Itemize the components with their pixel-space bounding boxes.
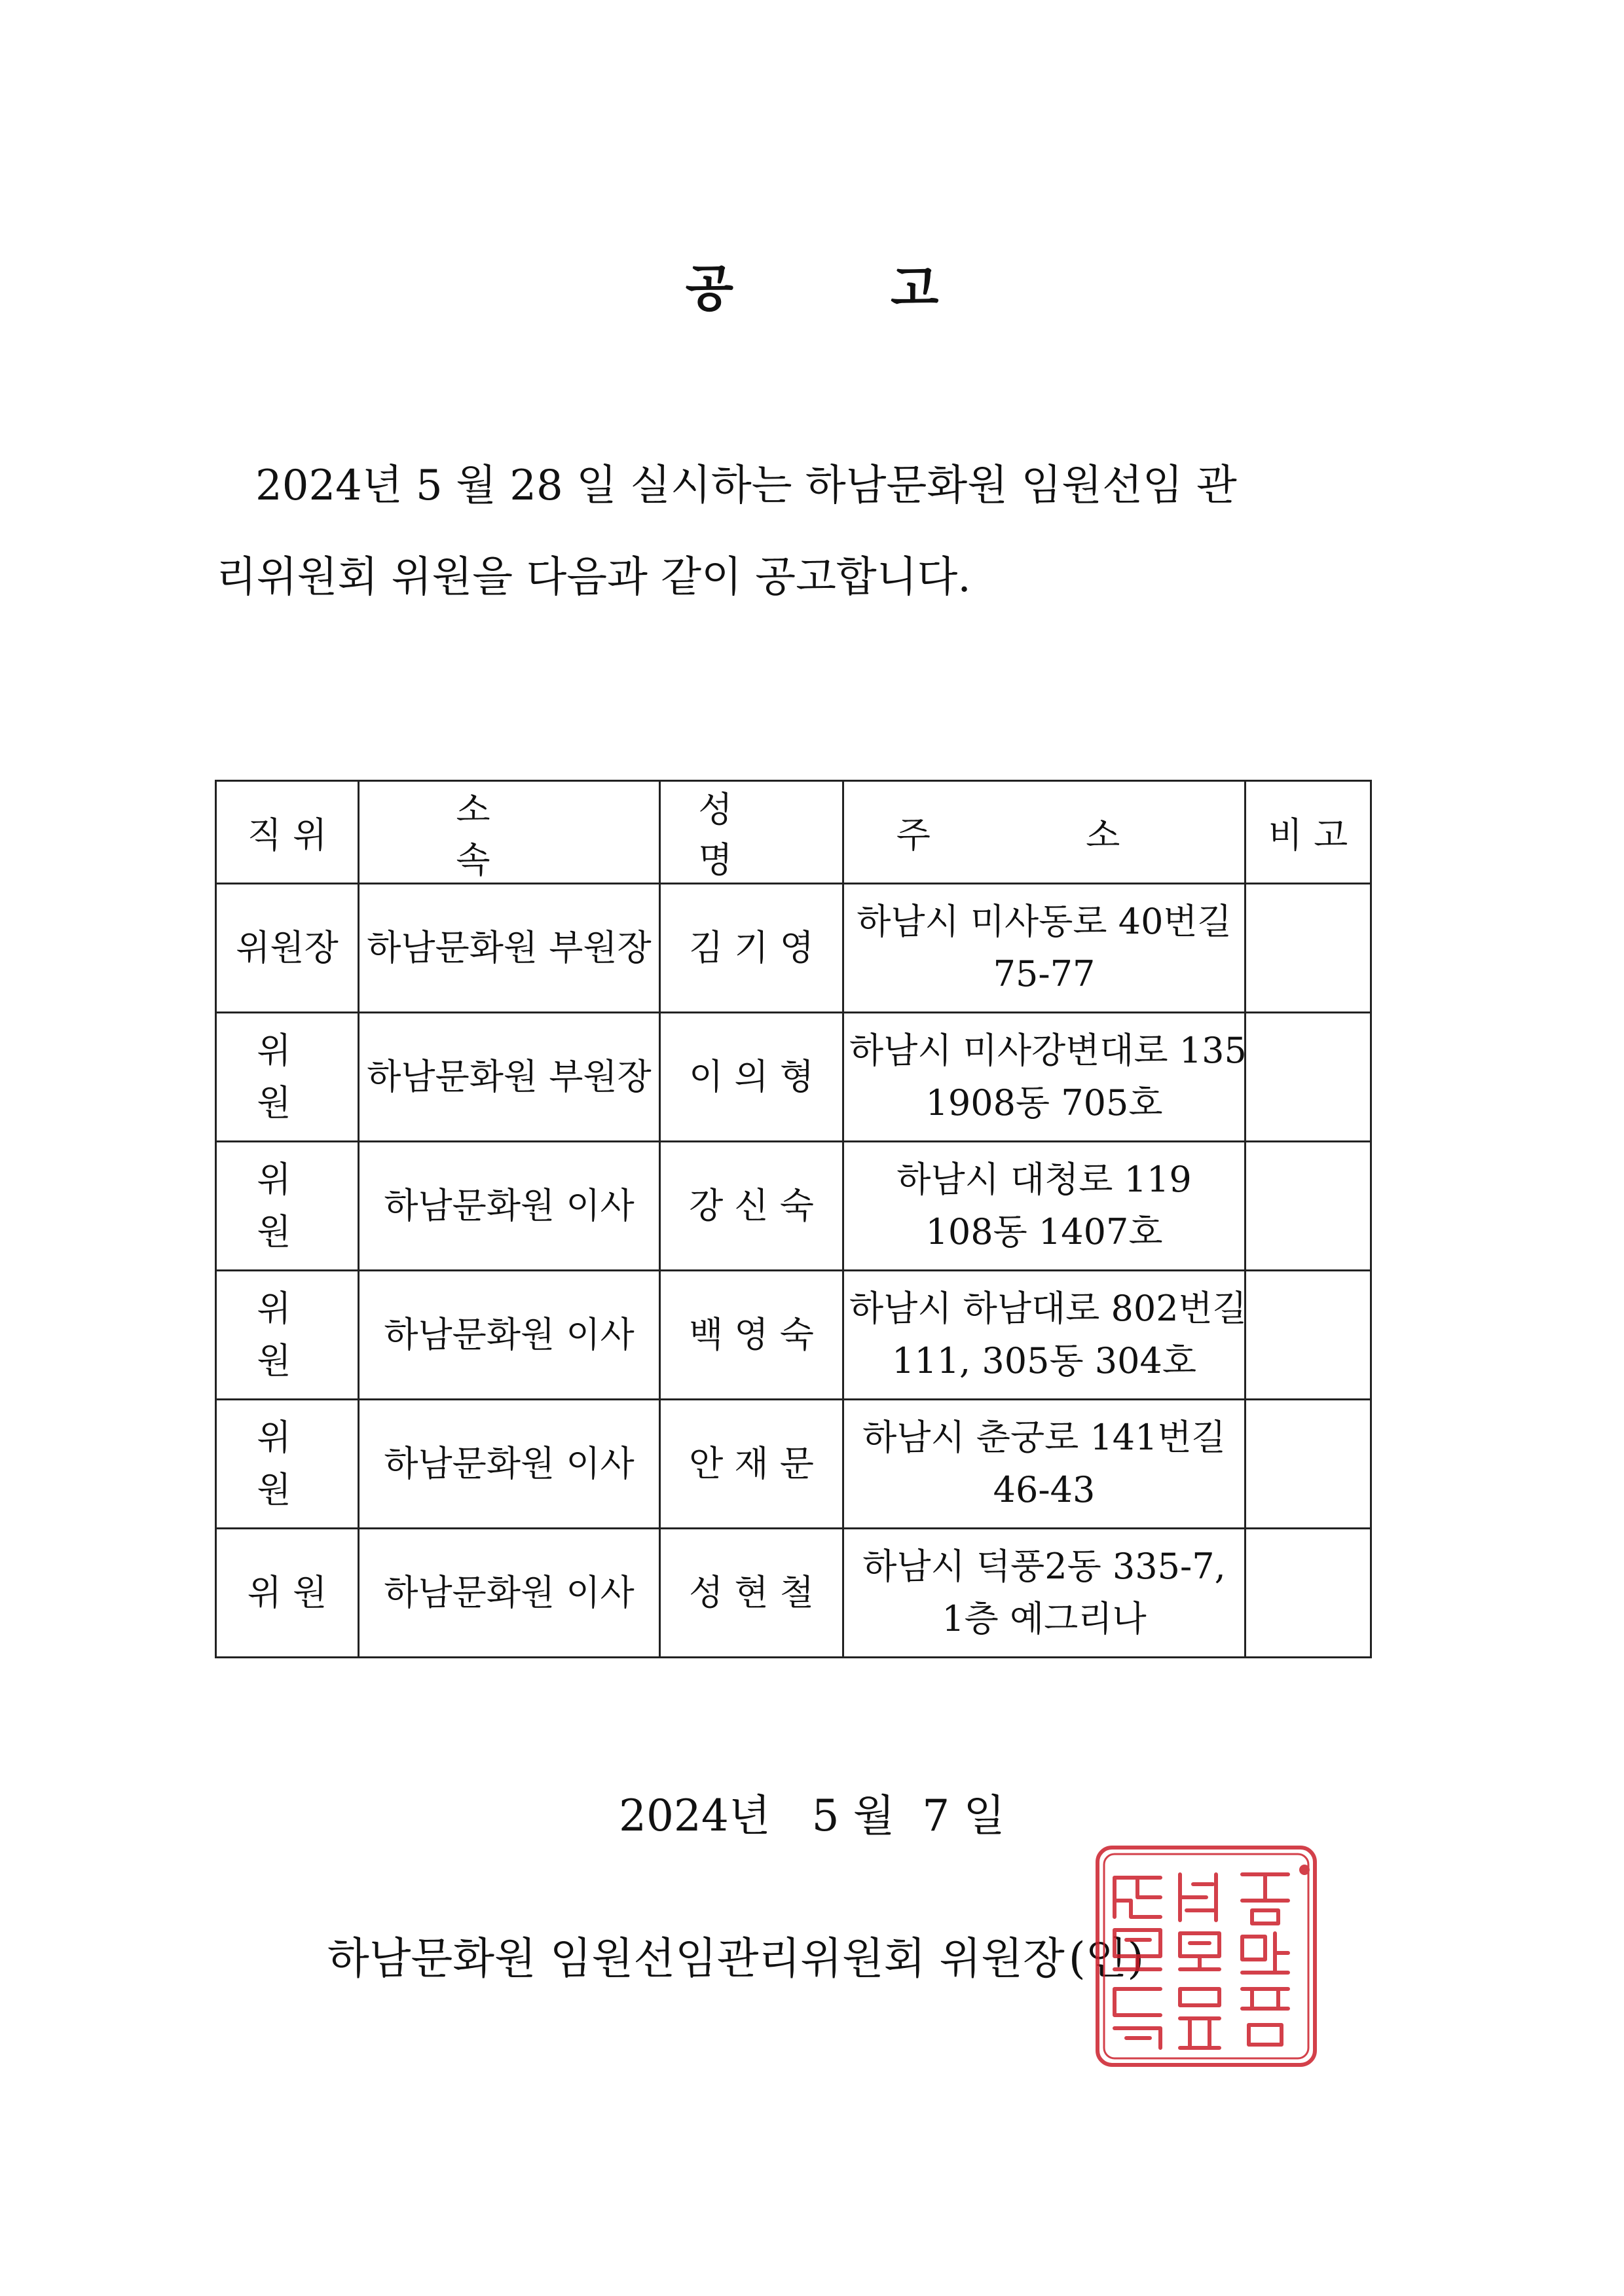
header-affiliation: 소 속	[359, 781, 660, 884]
cell-name: 이 의 형	[660, 1013, 843, 1142]
address-line: 1층 예그리나	[942, 1598, 1147, 1639]
official-seal-stamp	[1088, 1838, 1324, 2074]
table-row	[216, 1142, 1371, 1271]
cell-position: 위 원	[216, 1400, 359, 1529]
cell-address	[843, 1529, 1246, 1658]
header-position: 직 위	[216, 781, 359, 884]
cell-position: 위원장	[216, 884, 359, 1013]
cell-address	[843, 884, 1246, 1013]
cell-remark	[1246, 1271, 1371, 1400]
notice-date: 2024년 5 월 7 일	[618, 1791, 1006, 1841]
signatory-line	[327, 1923, 1144, 1986]
notice-intro	[216, 440, 1395, 623]
cell-address	[843, 1400, 1246, 1529]
cell-affiliation: 하남문화원 이사	[359, 1529, 660, 1658]
cell-remark	[1246, 884, 1371, 1013]
notice-title	[0, 249, 1624, 320]
table-header-row	[216, 781, 1371, 884]
intro-line-2: 리위원회 위원을 다음과 같이 공고합니다.	[216, 553, 971, 602]
cell-position: 위 원	[216, 1013, 359, 1142]
cell-name: 김 기 영	[660, 884, 843, 1013]
cell-name: 성 현 철	[660, 1529, 843, 1658]
address-line: 하남시 춘궁로 141번길	[862, 1417, 1226, 1458]
cell-affiliation: 하남문화원 이사	[359, 1142, 660, 1271]
header-remark: 비 고	[1246, 781, 1371, 884]
cell-position: 위 원	[216, 1529, 359, 1658]
seal-mark: (인)	[1068, 1933, 1145, 1984]
table-row	[216, 1529, 1371, 1658]
cell-affiliation: 하남문화원 이사	[359, 1400, 660, 1529]
table-row	[216, 1013, 1371, 1142]
table-row	[216, 884, 1371, 1013]
table-row	[216, 1400, 1371, 1529]
address-line: 하남시 하남대로 802번길	[849, 1288, 1247, 1329]
address-line: 하남시 미사강변대로 135	[849, 1030, 1247, 1071]
header-address: 주 소	[843, 781, 1246, 884]
address-line: 46-43	[993, 1469, 1096, 1510]
cell-affiliation: 하남문화원 이사	[359, 1271, 660, 1400]
cell-name: 안 재 문	[660, 1400, 843, 1529]
cell-name: 백 영 숙	[660, 1271, 843, 1400]
intro-line-1: 2024년 5 월 28 일 실시하는 하남문화원 임원선임 관	[255, 462, 1237, 510]
notice-title-char: 공	[685, 259, 733, 318]
address-line: 108동 1407호	[925, 1211, 1163, 1252]
signatory-title: 하남문화원 임원선임관리위원회 위원장	[327, 1933, 1065, 1984]
cell-address	[843, 1142, 1246, 1271]
table-row	[216, 1271, 1371, 1400]
cell-remark	[1246, 1400, 1371, 1529]
address-line: 111, 305동 304호	[891, 1340, 1197, 1381]
address-line: 하남시 대청로 119	[896, 1159, 1192, 1200]
cell-affiliation: 하남문화원 부원장	[359, 1013, 660, 1142]
committee-members-table	[215, 780, 1372, 1658]
cell-address	[843, 1013, 1246, 1142]
address-line: 하남시 미사동로 40번길	[857, 901, 1232, 942]
cell-remark	[1246, 1013, 1371, 1142]
notice-title-char: 고	[891, 259, 939, 318]
cell-address	[843, 1271, 1246, 1400]
cell-name: 강 신 숙	[660, 1142, 843, 1271]
cell-position: 위 원	[216, 1142, 359, 1271]
cell-affiliation: 하남문화원 부원장	[359, 884, 660, 1013]
address-line: 하남시 덕풍2동 335-7,	[862, 1546, 1226, 1587]
cell-remark	[1246, 1142, 1371, 1271]
cell-remark	[1246, 1529, 1371, 1658]
address-line: 1908동 705호	[925, 1082, 1163, 1123]
address-line: 75-77	[993, 953, 1096, 994]
header-name: 성 명	[660, 781, 843, 884]
cell-position: 위 원	[216, 1271, 359, 1400]
